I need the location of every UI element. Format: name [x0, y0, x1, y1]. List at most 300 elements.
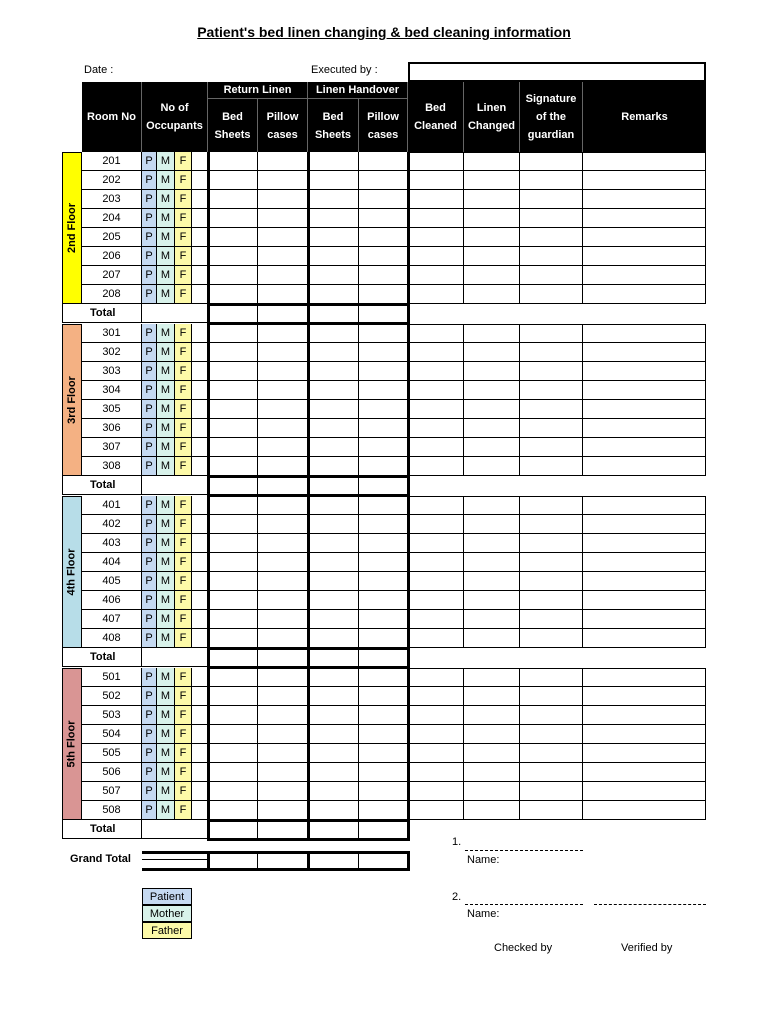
bed-cleaned-cell[interactable]	[408, 381, 464, 400]
bed-cleaned-cell[interactable]	[408, 591, 464, 610]
remarks-cell[interactable]	[583, 515, 706, 534]
occupant-f[interactable]: F	[175, 668, 192, 687]
occupant-p[interactable]: P	[142, 610, 157, 629]
total-pillow-cases-return-cell[interactable]	[258, 304, 308, 323]
bed-sheets-handover-cell[interactable]	[308, 572, 359, 591]
bed-sheets-handover-cell[interactable]	[308, 668, 359, 687]
bed-sheets-handover-cell[interactable]	[308, 381, 359, 400]
bed-cleaned-cell[interactable]	[408, 438, 464, 457]
bed-sheets-return-cell[interactable]	[208, 801, 258, 820]
bed-sheets-handover-cell[interactable]	[308, 400, 359, 419]
bed-sheets-return-cell[interactable]	[208, 285, 258, 304]
bed-sheets-return-cell[interactable]	[208, 629, 258, 648]
bed-sheets-return-cell[interactable]	[208, 457, 258, 476]
pillow-cases-handover-cell[interactable]	[359, 706, 408, 725]
grand-total-occupants-cell[interactable]	[142, 854, 208, 868]
pillow-cases-return-cell[interactable]	[258, 457, 308, 476]
occupant-m[interactable]: M	[157, 496, 175, 515]
occupant-p[interactable]: P	[142, 801, 157, 820]
remarks-cell[interactable]	[583, 152, 706, 171]
pillow-cases-handover-cell[interactable]	[359, 171, 408, 190]
signature-3-line[interactable]	[594, 904, 706, 905]
occupant-m[interactable]: M	[157, 744, 175, 763]
pillow-cases-return-cell[interactable]	[258, 763, 308, 782]
bed-cleaned-cell[interactable]	[408, 610, 464, 629]
occupant-f[interactable]: F	[175, 152, 192, 171]
pillow-cases-handover-cell[interactable]	[359, 763, 408, 782]
linen-changed-cell[interactable]	[464, 534, 520, 553]
total-pillow-cases-handover-cell[interactable]	[359, 476, 408, 495]
bed-cleaned-cell[interactable]	[408, 190, 464, 209]
total-bed-sheets-return-cell[interactable]	[208, 304, 258, 323]
occupant-m[interactable]: M	[157, 228, 175, 247]
bed-sheets-return-cell[interactable]	[208, 247, 258, 266]
bed-cleaned-cell[interactable]	[408, 687, 464, 706]
bed-sheets-handover-cell[interactable]	[308, 152, 359, 171]
total-pillow-cases-handover-cell[interactable]	[359, 648, 408, 667]
occupant-m[interactable]: M	[157, 782, 175, 801]
bed-cleaned-cell[interactable]	[408, 744, 464, 763]
linen-changed-cell[interactable]	[464, 343, 520, 362]
occupant-f[interactable]: F	[175, 324, 192, 343]
signature-cell[interactable]	[520, 629, 583, 648]
linen-changed-cell[interactable]	[464, 668, 520, 687]
signature-cell[interactable]	[520, 515, 583, 534]
occupant-f[interactable]: F	[175, 782, 192, 801]
occupant-f[interactable]: F	[175, 266, 192, 285]
bed-sheets-handover-cell[interactable]	[308, 763, 359, 782]
bed-sheets-return-cell[interactable]	[208, 190, 258, 209]
bed-sheets-return-cell[interactable]	[208, 763, 258, 782]
signature-cell[interactable]	[520, 171, 583, 190]
linen-changed-cell[interactable]	[464, 171, 520, 190]
signature-cell[interactable]	[520, 438, 583, 457]
pillow-cases-return-cell[interactable]	[258, 266, 308, 285]
occupant-p[interactable]: P	[142, 400, 157, 419]
occupant-p[interactable]: P	[142, 419, 157, 438]
bed-sheets-return-cell[interactable]	[208, 171, 258, 190]
occupant-f[interactable]: F	[175, 343, 192, 362]
occupant-m[interactable]: M	[157, 362, 175, 381]
bed-sheets-handover-cell[interactable]	[308, 725, 359, 744]
bed-sheets-return-cell[interactable]	[208, 534, 258, 553]
linen-changed-cell[interactable]	[464, 591, 520, 610]
occupant-p[interactable]: P	[142, 457, 157, 476]
bed-cleaned-cell[interactable]	[408, 171, 464, 190]
occupant-m[interactable]: M	[157, 515, 175, 534]
bed-sheets-return-cell[interactable]	[208, 591, 258, 610]
occupant-p[interactable]: P	[142, 209, 157, 228]
signature-cell[interactable]	[520, 228, 583, 247]
signature-cell[interactable]	[520, 343, 583, 362]
bed-sheets-handover-cell[interactable]	[308, 247, 359, 266]
linen-changed-cell[interactable]	[464, 553, 520, 572]
occupant-m[interactable]: M	[157, 591, 175, 610]
bed-sheets-handover-cell[interactable]	[308, 706, 359, 725]
bed-sheets-handover-cell[interactable]	[308, 209, 359, 228]
pillow-cases-handover-cell[interactable]	[359, 266, 408, 285]
occupant-p[interactable]: P	[142, 534, 157, 553]
pillow-cases-handover-cell[interactable]	[359, 247, 408, 266]
bed-sheets-handover-cell[interactable]	[308, 419, 359, 438]
occupant-p[interactable]: P	[142, 706, 157, 725]
pillow-cases-handover-cell[interactable]	[359, 457, 408, 476]
pillow-cases-handover-cell[interactable]	[359, 515, 408, 534]
signature-cell[interactable]	[520, 496, 583, 515]
occupant-p[interactable]: P	[142, 152, 157, 171]
occupant-f[interactable]: F	[175, 228, 192, 247]
signature-cell[interactable]	[520, 381, 583, 400]
pillow-cases-handover-cell[interactable]	[359, 381, 408, 400]
remarks-cell[interactable]	[583, 782, 706, 801]
occupant-f[interactable]: F	[175, 572, 192, 591]
remarks-cell[interactable]	[583, 744, 706, 763]
bed-sheets-handover-cell[interactable]	[308, 285, 359, 304]
pillow-cases-handover-cell[interactable]	[359, 496, 408, 515]
pillow-cases-return-cell[interactable]	[258, 534, 308, 553]
pillow-cases-handover-cell[interactable]	[359, 629, 408, 648]
occupant-p[interactable]: P	[142, 228, 157, 247]
linen-changed-cell[interactable]	[464, 782, 520, 801]
linen-changed-cell[interactable]	[464, 381, 520, 400]
occupant-m[interactable]: M	[157, 725, 175, 744]
occupant-m[interactable]: M	[157, 801, 175, 820]
bed-cleaned-cell[interactable]	[408, 534, 464, 553]
linen-changed-cell[interactable]	[464, 629, 520, 648]
bed-sheets-handover-cell[interactable]	[308, 362, 359, 381]
occupant-p[interactable]: P	[142, 763, 157, 782]
occupant-f[interactable]: F	[175, 190, 192, 209]
remarks-cell[interactable]	[583, 381, 706, 400]
occupant-f[interactable]: F	[175, 610, 192, 629]
occupant-f[interactable]: F	[175, 725, 192, 744]
linen-changed-cell[interactable]	[464, 362, 520, 381]
signature-cell[interactable]	[520, 266, 583, 285]
occupant-p[interactable]: P	[142, 572, 157, 591]
bed-cleaned-cell[interactable]	[408, 725, 464, 744]
remarks-cell[interactable]	[583, 763, 706, 782]
remarks-cell[interactable]	[583, 400, 706, 419]
pillow-cases-handover-cell[interactable]	[359, 209, 408, 228]
pillow-cases-handover-cell[interactable]	[359, 744, 408, 763]
remarks-cell[interactable]	[583, 228, 706, 247]
linen-changed-cell[interactable]	[464, 190, 520, 209]
bed-sheets-handover-cell[interactable]	[308, 343, 359, 362]
linen-changed-cell[interactable]	[464, 209, 520, 228]
bed-cleaned-cell[interactable]	[408, 285, 464, 304]
occupant-f[interactable]: F	[175, 591, 192, 610]
occupant-f[interactable]: F	[175, 801, 192, 820]
pillow-cases-return-cell[interactable]	[258, 591, 308, 610]
pillow-cases-return-cell[interactable]	[258, 190, 308, 209]
pillow-cases-handover-cell[interactable]	[359, 801, 408, 820]
linen-changed-cell[interactable]	[464, 247, 520, 266]
signature-cell[interactable]	[520, 668, 583, 687]
linen-changed-cell[interactable]	[464, 228, 520, 247]
occupant-p[interactable]: P	[142, 285, 157, 304]
remarks-cell[interactable]	[583, 343, 706, 362]
signature-cell[interactable]	[520, 457, 583, 476]
pillow-cases-handover-cell[interactable]	[359, 152, 408, 171]
bed-cleaned-cell[interactable]	[408, 362, 464, 381]
bed-cleaned-cell[interactable]	[408, 152, 464, 171]
pillow-cases-return-cell[interactable]	[258, 687, 308, 706]
executed-by-field[interactable]	[408, 62, 706, 82]
bed-sheets-handover-cell[interactable]	[308, 438, 359, 457]
bed-cleaned-cell[interactable]	[408, 629, 464, 648]
total-bed-sheets-handover-cell[interactable]	[308, 476, 359, 495]
occupant-m[interactable]: M	[157, 419, 175, 438]
bed-sheets-return-cell[interactable]	[208, 419, 258, 438]
bed-sheets-return-cell[interactable]	[208, 706, 258, 725]
remarks-cell[interactable]	[583, 610, 706, 629]
pillow-cases-return-cell[interactable]	[258, 496, 308, 515]
occupant-m[interactable]: M	[157, 534, 175, 553]
bed-sheets-return-cell[interactable]	[208, 362, 258, 381]
occupant-f[interactable]: F	[175, 534, 192, 553]
remarks-cell[interactable]	[583, 285, 706, 304]
occupant-p[interactable]: P	[142, 381, 157, 400]
signature-cell[interactable]	[520, 419, 583, 438]
occupant-m[interactable]: M	[157, 190, 175, 209]
bed-sheets-handover-cell[interactable]	[308, 190, 359, 209]
pillow-cases-return-cell[interactable]	[258, 228, 308, 247]
bed-cleaned-cell[interactable]	[408, 496, 464, 515]
signature-cell[interactable]	[520, 744, 583, 763]
occupant-p[interactable]: P	[142, 190, 157, 209]
signature-cell[interactable]	[520, 534, 583, 553]
bed-sheets-return-cell[interactable]	[208, 668, 258, 687]
occupant-p[interactable]: P	[142, 343, 157, 362]
bed-sheets-handover-cell[interactable]	[308, 171, 359, 190]
pillow-cases-return-cell[interactable]	[258, 801, 308, 820]
signature-cell[interactable]	[520, 591, 583, 610]
linen-changed-cell[interactable]	[464, 801, 520, 820]
occupant-f[interactable]: F	[175, 438, 192, 457]
signature-2-line[interactable]	[465, 904, 583, 905]
bed-sheets-return-cell[interactable]	[208, 610, 258, 629]
linen-changed-cell[interactable]	[464, 725, 520, 744]
total-pillow-cases-return-cell[interactable]	[258, 820, 308, 839]
occupant-p[interactable]: P	[142, 266, 157, 285]
pillow-cases-handover-cell[interactable]	[359, 343, 408, 362]
bed-sheets-handover-cell[interactable]	[308, 324, 359, 343]
pillow-cases-return-cell[interactable]	[258, 285, 308, 304]
occupant-m[interactable]: M	[157, 247, 175, 266]
pillow-cases-return-cell[interactable]	[258, 247, 308, 266]
total-bed-sheets-handover-cell[interactable]	[308, 648, 359, 667]
linen-changed-cell[interactable]	[464, 457, 520, 476]
total-occupants-cell[interactable]	[142, 304, 208, 323]
occupant-m[interactable]: M	[157, 763, 175, 782]
remarks-cell[interactable]	[583, 706, 706, 725]
remarks-cell[interactable]	[583, 171, 706, 190]
remarks-cell[interactable]	[583, 496, 706, 515]
occupant-m[interactable]: M	[157, 572, 175, 591]
occupant-m[interactable]: M	[157, 610, 175, 629]
bed-sheets-return-cell[interactable]	[208, 782, 258, 801]
bed-cleaned-cell[interactable]	[408, 801, 464, 820]
occupant-p[interactable]: P	[142, 496, 157, 515]
bed-cleaned-cell[interactable]	[408, 324, 464, 343]
signature-cell[interactable]	[520, 725, 583, 744]
remarks-cell[interactable]	[583, 266, 706, 285]
occupant-f[interactable]: F	[175, 629, 192, 648]
occupant-m[interactable]: M	[157, 457, 175, 476]
occupant-f[interactable]: F	[175, 457, 192, 476]
bed-sheets-handover-cell[interactable]	[308, 629, 359, 648]
bed-sheets-handover-cell[interactable]	[308, 515, 359, 534]
pillow-cases-return-cell[interactable]	[258, 400, 308, 419]
pillow-cases-return-cell[interactable]	[258, 343, 308, 362]
bed-cleaned-cell[interactable]	[408, 228, 464, 247]
total-pillow-cases-handover-cell[interactable]	[359, 304, 408, 323]
total-occupants-cell[interactable]	[142, 476, 208, 495]
remarks-cell[interactable]	[583, 591, 706, 610]
bed-cleaned-cell[interactable]	[408, 209, 464, 228]
occupant-f[interactable]: F	[175, 496, 192, 515]
signature-cell[interactable]	[520, 610, 583, 629]
occupant-p[interactable]: P	[142, 324, 157, 343]
pillow-cases-return-cell[interactable]	[258, 725, 308, 744]
remarks-cell[interactable]	[583, 419, 706, 438]
pillow-cases-handover-cell[interactable]	[359, 324, 408, 343]
remarks-cell[interactable]	[583, 190, 706, 209]
total-pillow-cases-return-cell[interactable]	[258, 648, 308, 667]
bed-sheets-return-cell[interactable]	[208, 343, 258, 362]
occupant-m[interactable]: M	[157, 629, 175, 648]
bed-sheets-handover-cell[interactable]	[308, 457, 359, 476]
occupant-m[interactable]: M	[157, 553, 175, 572]
pillow-cases-return-cell[interactable]	[258, 381, 308, 400]
total-occupants-cell[interactable]	[142, 820, 208, 839]
bed-sheets-return-cell[interactable]	[208, 687, 258, 706]
bed-cleaned-cell[interactable]	[408, 266, 464, 285]
occupant-p[interactable]: P	[142, 668, 157, 687]
bed-cleaned-cell[interactable]	[408, 515, 464, 534]
signature-cell[interactable]	[520, 572, 583, 591]
total-bed-sheets-return-cell[interactable]	[208, 820, 258, 839]
remarks-cell[interactable]	[583, 668, 706, 687]
remarks-cell[interactable]	[583, 553, 706, 572]
bed-sheets-return-cell[interactable]	[208, 266, 258, 285]
occupant-m[interactable]: M	[157, 706, 175, 725]
occupant-m[interactable]: M	[157, 381, 175, 400]
bed-sheets-handover-cell[interactable]	[308, 687, 359, 706]
occupant-p[interactable]: P	[142, 553, 157, 572]
remarks-cell[interactable]	[583, 438, 706, 457]
linen-changed-cell[interactable]	[464, 400, 520, 419]
pillow-cases-return-cell[interactable]	[258, 419, 308, 438]
bed-cleaned-cell[interactable]	[408, 247, 464, 266]
remarks-cell[interactable]	[583, 572, 706, 591]
signature-cell[interactable]	[520, 324, 583, 343]
bed-sheets-handover-cell[interactable]	[308, 610, 359, 629]
pillow-cases-return-cell[interactable]	[258, 515, 308, 534]
occupant-p[interactable]: P	[142, 687, 157, 706]
remarks-cell[interactable]	[583, 687, 706, 706]
occupant-m[interactable]: M	[157, 438, 175, 457]
signature-cell[interactable]	[520, 285, 583, 304]
pillow-cases-handover-cell[interactable]	[359, 228, 408, 247]
occupant-m[interactable]: M	[157, 343, 175, 362]
pillow-cases-handover-cell[interactable]	[359, 190, 408, 209]
pillow-cases-handover-cell[interactable]	[359, 668, 408, 687]
bed-cleaned-cell[interactable]	[408, 419, 464, 438]
occupant-f[interactable]: F	[175, 419, 192, 438]
bed-sheets-return-cell[interactable]	[208, 744, 258, 763]
occupant-f[interactable]: F	[175, 362, 192, 381]
remarks-cell[interactable]	[583, 324, 706, 343]
pillow-cases-handover-cell[interactable]	[359, 591, 408, 610]
occupant-f[interactable]: F	[175, 209, 192, 228]
bed-cleaned-cell[interactable]	[408, 668, 464, 687]
pillow-cases-return-cell[interactable]	[258, 553, 308, 572]
remarks-cell[interactable]	[583, 534, 706, 553]
linen-changed-cell[interactable]	[464, 687, 520, 706]
occupant-f[interactable]: F	[175, 381, 192, 400]
linen-changed-cell[interactable]	[464, 744, 520, 763]
bed-sheets-return-cell[interactable]	[208, 515, 258, 534]
occupant-p[interactable]: P	[142, 438, 157, 457]
bed-sheets-return-cell[interactable]	[208, 496, 258, 515]
total-bed-sheets-handover-cell[interactable]	[308, 304, 359, 323]
pillow-cases-handover-cell[interactable]	[359, 419, 408, 438]
bed-sheets-handover-cell[interactable]	[308, 782, 359, 801]
occupant-p[interactable]: P	[142, 629, 157, 648]
bed-sheets-handover-cell[interactable]	[308, 534, 359, 553]
signature-cell[interactable]	[520, 706, 583, 725]
signature-cell[interactable]	[520, 209, 583, 228]
bed-sheets-handover-cell[interactable]	[308, 266, 359, 285]
total-pillow-cases-handover-cell[interactable]	[359, 820, 408, 839]
pillow-cases-return-cell[interactable]	[258, 782, 308, 801]
pillow-cases-return-cell[interactable]	[258, 668, 308, 687]
remarks-cell[interactable]	[583, 362, 706, 381]
signature-cell[interactable]	[520, 553, 583, 572]
occupant-m[interactable]: M	[157, 209, 175, 228]
bed-cleaned-cell[interactable]	[408, 763, 464, 782]
occupant-m[interactable]: M	[157, 171, 175, 190]
linen-changed-cell[interactable]	[464, 438, 520, 457]
occupant-p[interactable]: P	[142, 782, 157, 801]
occupant-f[interactable]: F	[175, 744, 192, 763]
pillow-cases-return-cell[interactable]	[258, 209, 308, 228]
pillow-cases-return-cell[interactable]	[258, 629, 308, 648]
linen-changed-cell[interactable]	[464, 324, 520, 343]
occupant-f[interactable]: F	[175, 515, 192, 534]
occupant-p[interactable]: P	[142, 247, 157, 266]
pillow-cases-return-cell[interactable]	[258, 572, 308, 591]
pillow-cases-handover-cell[interactable]	[359, 782, 408, 801]
occupant-m[interactable]: M	[157, 668, 175, 687]
signature-cell[interactable]	[520, 152, 583, 171]
remarks-cell[interactable]	[583, 725, 706, 744]
pillow-cases-handover-cell[interactable]	[359, 610, 408, 629]
pillow-cases-return-cell[interactable]	[258, 324, 308, 343]
occupant-m[interactable]: M	[157, 687, 175, 706]
total-bed-sheets-return-cell[interactable]	[208, 648, 258, 667]
occupant-m[interactable]: M	[157, 266, 175, 285]
pillow-cases-return-cell[interactable]	[258, 610, 308, 629]
pillow-cases-handover-cell[interactable]	[359, 687, 408, 706]
occupant-m[interactable]: M	[157, 285, 175, 304]
occupant-f[interactable]: F	[175, 247, 192, 266]
pillow-cases-handover-cell[interactable]	[359, 438, 408, 457]
signature-cell[interactable]	[520, 687, 583, 706]
linen-changed-cell[interactable]	[464, 285, 520, 304]
bed-sheets-return-cell[interactable]	[208, 209, 258, 228]
